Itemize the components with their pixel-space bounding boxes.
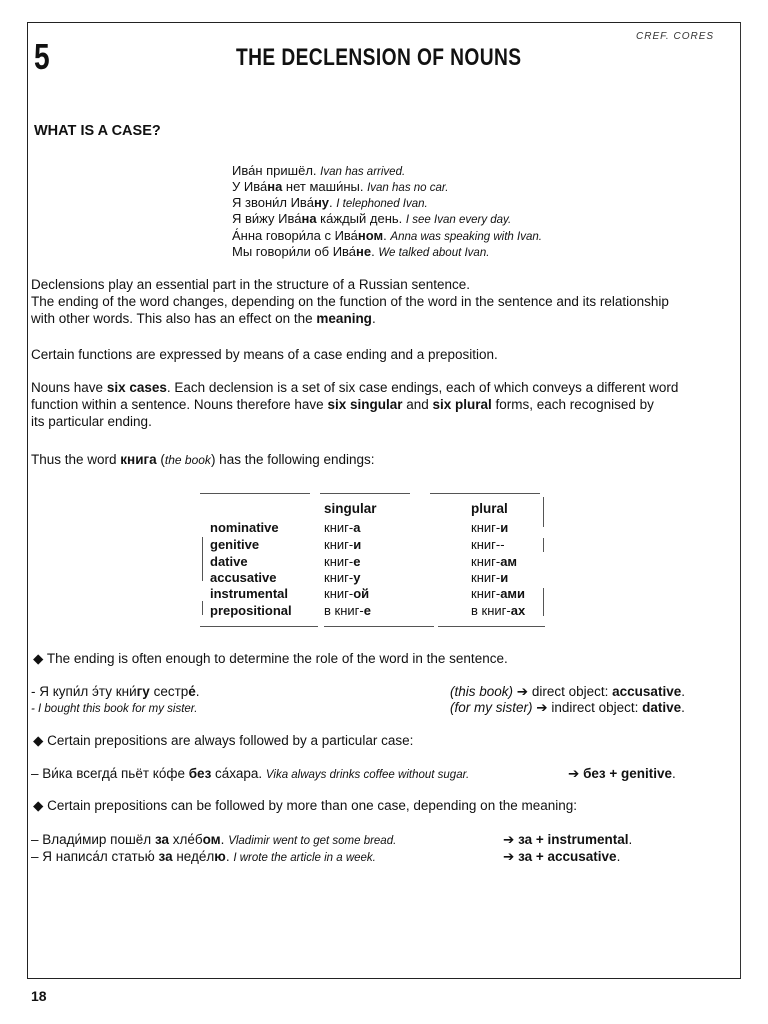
- table-rule: [438, 626, 545, 627]
- chapter-title: THE DECLENSION OF NOUNS: [236, 44, 522, 71]
- column-header-singular: singular: [324, 501, 377, 516]
- note-bullet: ◆ Certain prepositions can be followed by more than one case, depending on the meaning:: [33, 798, 578, 813]
- right-arrow-icon: ➔: [503, 849, 515, 864]
- grammar-note: ➔ за + accusative.: [503, 849, 621, 864]
- paragraph-line: its particular ending.: [31, 414, 152, 429]
- table-rule: [200, 493, 310, 494]
- declension-table: [200, 493, 545, 628]
- example-sentence: – Влади́мир пошёл за хле́бом. Vladimir went to get some bread.: [31, 832, 397, 847]
- table-rule: [200, 626, 318, 627]
- grammar-note: ➔ без + genitive.: [568, 766, 676, 781]
- diamond-bullet-icon: ◆: [33, 651, 44, 666]
- right-arrow-icon: ➔: [503, 832, 515, 847]
- example-line: Мы говори́ли об Ива́не. We talked about Ivan.: [232, 244, 490, 259]
- grammar-note: (this book) ➔ direct object: accusative.: [450, 684, 685, 699]
- table-rule: [320, 493, 410, 494]
- right-arrow-icon: ➔: [536, 700, 548, 715]
- table-rule: [430, 493, 540, 494]
- example-line: Я звони́л Ива́ну. I telephoned Ivan.: [232, 195, 428, 210]
- table-row: instrumental книг-ой книг-ами: [210, 586, 526, 601]
- paragraph-line: with other words. This also has an effect on the meaning.: [31, 311, 376, 326]
- paragraph-line: Nouns have six cases. Each declension is a set of six case endings, each of which conveys a different word: [31, 380, 679, 395]
- grammar-note: ➔ за + instrumental.: [503, 832, 633, 847]
- table-row: nominative книг-а книг-и: [210, 520, 509, 535]
- example-sentence: – Ви́ка всегда́ пьёт ко́фе без са́хара. Vika always drinks coffee without sugar.: [31, 766, 470, 781]
- paragraph-line: Declensions play an essential part in the structure of a Russian sentence.: [31, 277, 470, 292]
- chapter-number: 5: [34, 36, 49, 77]
- example-line: Ива́н пришёл. Ivan has arrived.: [232, 163, 406, 178]
- table-row: dative книг-е книг-ам: [210, 554, 518, 569]
- example-line: А́нна говори́ла с Ива́ном. Anna was speaking with Ivan.: [232, 228, 542, 243]
- section-heading: WHAT IS A CASE?: [34, 123, 161, 139]
- paragraph-line: The ending of the word changes, depending on the function of the word in the sentence and its relationship: [31, 294, 669, 309]
- paragraph-line: function within a sentence. Nouns therefore have six singular and six plural forms, each recognised by: [31, 397, 654, 412]
- grammar-note: (for my sister) ➔ indirect object: dative.: [450, 700, 685, 715]
- example-line: У Ива́на нет маши́ны. Ivan has no car.: [232, 179, 449, 194]
- right-arrow-icon: ➔: [568, 766, 580, 781]
- example-sentence: - Я купи́л э́ту кни́гу сестре́.: [31, 684, 200, 699]
- paragraph-line: Certain functions are expressed by means of a case ending and a preposition.: [31, 347, 498, 362]
- right-arrow-icon: ➔: [516, 684, 529, 699]
- note-bullet: ◆ Certain prepositions are always followed by a particular case:: [33, 733, 414, 748]
- table-row: prepositional в книг-е в книг-ах: [210, 603, 526, 618]
- diamond-bullet-icon: ◆: [33, 733, 44, 748]
- example-translation: - I bought this book for my sister.: [31, 703, 198, 715]
- table-row: accusative книг-у книг-и: [210, 570, 509, 585]
- column-header-plural: plural: [471, 501, 508, 516]
- page-number: 18: [31, 988, 47, 1004]
- diamond-bullet-icon: ◆: [33, 798, 44, 813]
- corner-note: CREF. CORES: [636, 31, 715, 42]
- example-line: Я ви́жу Ива́на ка́ждый день. I see Ivan every day.: [232, 211, 512, 226]
- paragraph-line: Thus the word книга (the book) has the following endings:: [31, 452, 375, 467]
- table-row: genitive книг-и книг--: [210, 537, 505, 552]
- example-sentence: – Я написа́л статью́ за неде́лю. I wrote the article in a week.: [31, 849, 376, 864]
- table-rule: [324, 626, 434, 627]
- note-bullet: ◆ The ending is often enough to determine the role of the word in the sentence.: [33, 651, 508, 666]
